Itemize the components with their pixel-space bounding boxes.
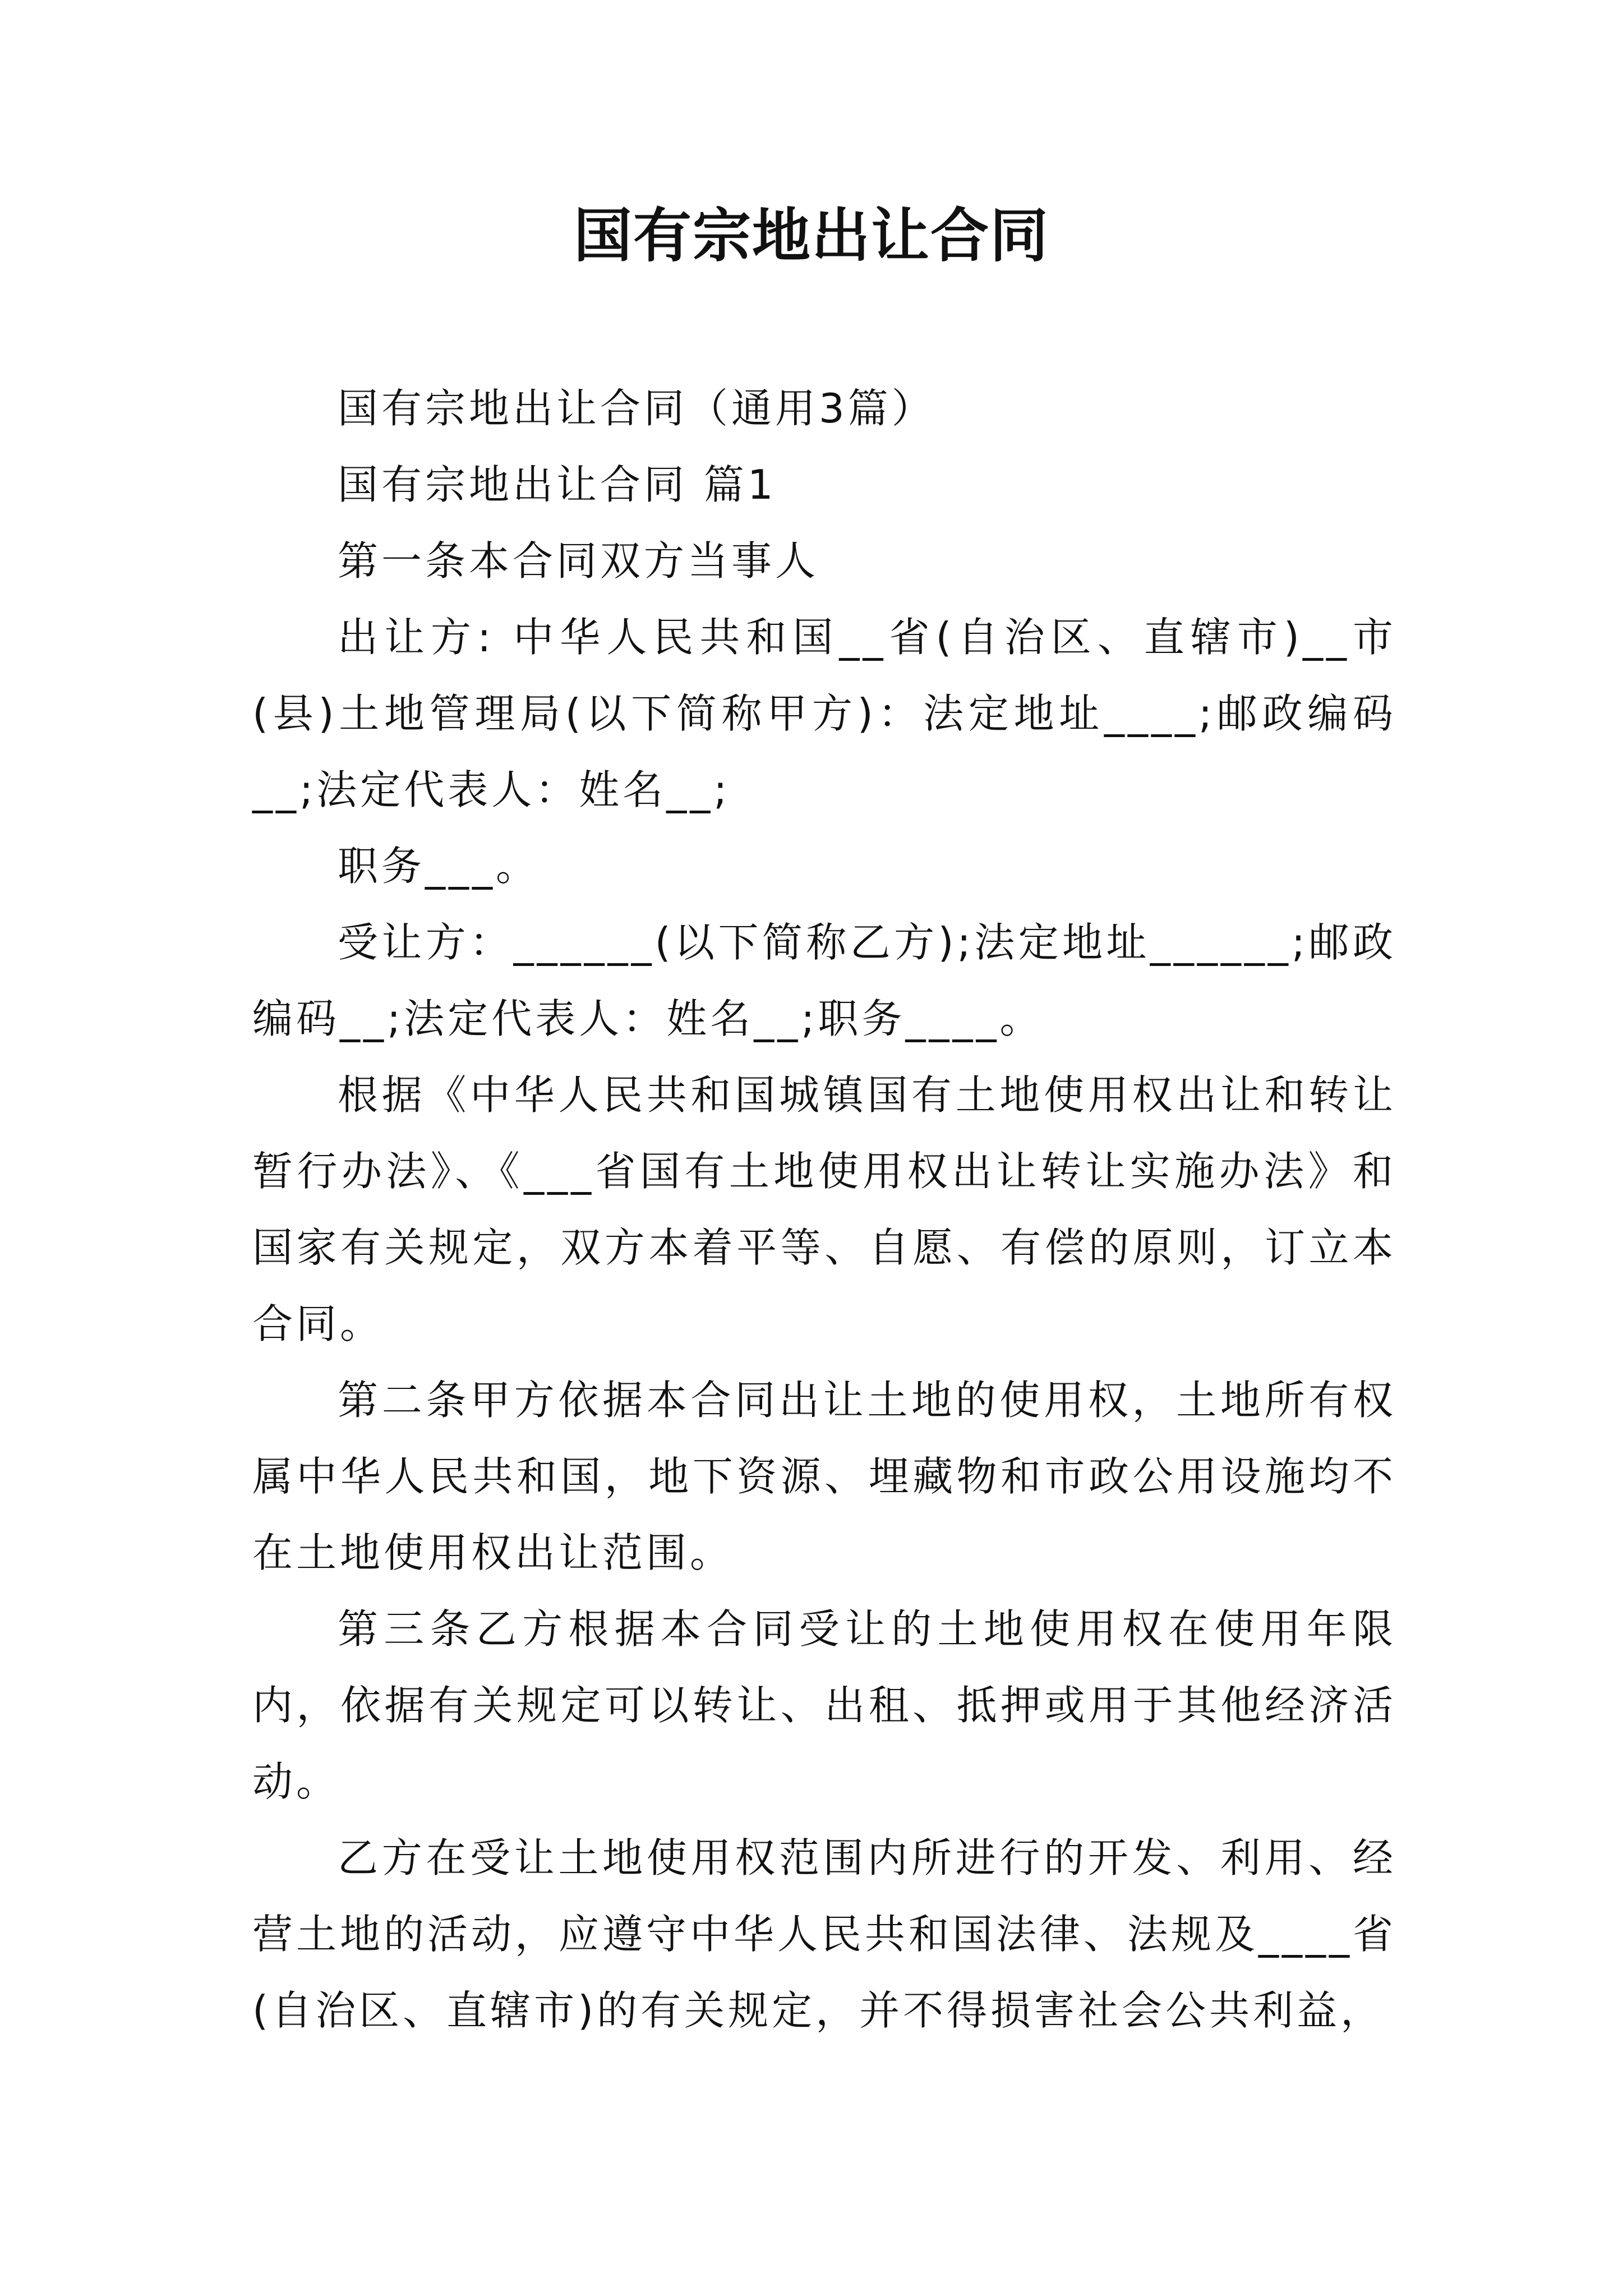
document-body <box>252 370 1396 2049</box>
paragraph-grantor-title: 职务___。 <box>338 843 540 890</box>
paragraph-article-3: 第三条乙方根据本合同受让的土地使用权在使用年限内，依据有关规定可以转让、出租、抵押或用于其他经济活动。 <box>252 1605 1396 1805</box>
paragraph-grantor: 出让方: 中华人民共和国__省(自治区、直辖市)__市(县)土地管理局(以下简称甲方)：法定地址____;邮政编码__;法定代表人：姓名__; <box>252 614 1396 813</box>
document-title: 国有宗地出让合同 <box>573 201 1049 270</box>
paragraph-grantee: 受让方：______(以下简称乙方);法定地址______;邮政编码__;法定代表人：姓名__;职务____。 <box>252 919 1396 1042</box>
paragraph-article-2: 第二条甲方依据本合同出让土地的使用权，土地所有权属中华人民共和国，地下资源、埋藏物和市政公用设施均不在土地使用权出让范围。 <box>252 1377 1396 1576</box>
paragraph-article-1: 第一条本合同双方当事人 <box>338 537 819 585</box>
paragraph-subtitle: 国有宗地出让合同（通用3篇） <box>338 385 935 432</box>
paragraph-legal-basis: 根据《中华人民共和国城镇国有土地使用权出让和转让暂行办法》、《___省国有土地使用权出让转让实施办法》和国家有关规定，双方本着平等、自愿、有偿的原则，订立本合同。 <box>252 1071 1396 1347</box>
paragraph-section-heading: 国有宗地出让合同 篇1 <box>338 461 777 508</box>
paragraph-grantee-obligations: 乙方在受让土地使用权范围内所进行的开发、利用、经营土地的活动，应遵守中华人民共和国法律、法规及____省(自治区、直辖市)的有关规定，并不得损害社会公共利益， <box>252 1834 1397 2034</box>
